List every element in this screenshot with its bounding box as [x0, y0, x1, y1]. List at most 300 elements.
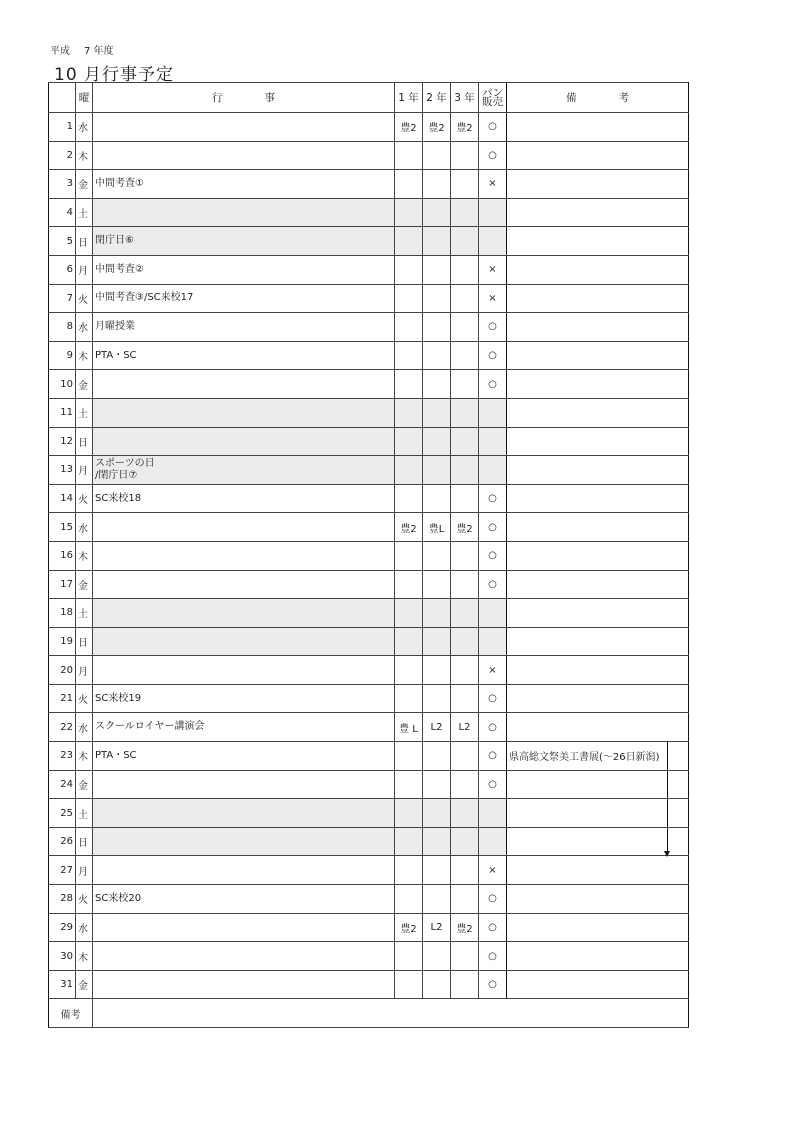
event-cell[interactable]	[93, 198, 395, 227]
day-cell: 13	[49, 456, 76, 485]
bread-cell[interactable]	[479, 627, 507, 656]
grade1-cell[interactable]	[395, 970, 423, 999]
header-grade3: 3 年	[451, 83, 479, 113]
day-cell: 27	[49, 856, 76, 885]
weekday-cell: 木	[76, 742, 93, 771]
remark-cell[interactable]	[507, 770, 689, 799]
remark-text	[507, 293, 509, 304]
remark-cell[interactable]	[507, 141, 689, 170]
grade1-cell[interactable]	[395, 456, 423, 485]
table-row	[49, 970, 689, 999]
remark-text	[507, 865, 509, 876]
grade2-cell[interactable]	[423, 170, 451, 199]
grade2-cell[interactable]	[423, 627, 451, 656]
event-cell[interactable]	[93, 856, 395, 885]
weekday-cell: 水	[76, 513, 93, 542]
grade2-cell[interactable]	[423, 398, 451, 427]
grade1-cell[interactable]	[395, 284, 423, 313]
bread-cell[interactable]: ○	[479, 942, 507, 971]
day-cell: 7	[49, 284, 76, 313]
table-row	[49, 370, 689, 399]
grade1-cell[interactable]	[395, 885, 423, 914]
grade3-cell[interactable]	[451, 770, 479, 799]
table-row	[49, 341, 689, 370]
header-bread-top: パン	[482, 86, 503, 99]
day-cell: 18	[49, 599, 76, 628]
bread-cell[interactable]: ○	[479, 484, 507, 513]
grade2-cell[interactable]	[423, 427, 451, 456]
header-youbi: 曜	[76, 83, 93, 113]
grade1-cell[interactable]: 豊2	[395, 913, 423, 942]
table-row	[49, 627, 689, 656]
grade3-cell[interactable]	[451, 427, 479, 456]
grade2-cell[interactable]	[423, 684, 451, 713]
grade3-cell[interactable]	[451, 370, 479, 399]
grade2-cell[interactable]	[423, 341, 451, 370]
bread-cell[interactable]: ○	[479, 113, 507, 142]
grade2-cell[interactable]	[423, 856, 451, 885]
event-cell[interactable]	[93, 456, 395, 485]
event-cell[interactable]	[93, 570, 395, 599]
remark-cell[interactable]	[507, 113, 689, 142]
weekday-cell: 土	[76, 799, 93, 828]
weekday-cell: 金	[76, 770, 93, 799]
event-cell[interactable]	[93, 370, 395, 399]
event-cell[interactable]: スクールロイヤー講演会	[93, 713, 395, 742]
event-cell[interactable]	[93, 141, 395, 170]
bread-cell[interactable]	[479, 427, 507, 456]
remark-cell[interactable]	[507, 856, 689, 885]
grade3-cell[interactable]	[451, 398, 479, 427]
grade1-cell[interactable]	[395, 370, 423, 399]
grade3-cell[interactable]: 豊2	[451, 513, 479, 542]
grade3-cell[interactable]	[451, 255, 479, 284]
event-line-2: /閉庁日⑦	[95, 469, 138, 481]
bread-cell[interactable]: ○	[479, 713, 507, 742]
day-cell: 14	[49, 484, 76, 513]
weekday-cell: 木	[76, 141, 93, 170]
table-row	[49, 313, 689, 342]
weekday-cell: 金	[76, 170, 93, 199]
event-cell[interactable]: PTA・SC	[93, 742, 395, 771]
grade3-cell[interactable]	[451, 599, 479, 628]
day-cell: 30	[49, 942, 76, 971]
grade3-cell[interactable]	[451, 742, 479, 771]
table-row	[49, 570, 689, 599]
grade3-cell[interactable]	[451, 799, 479, 828]
bread-cell[interactable]	[479, 398, 507, 427]
grade3-cell[interactable]	[451, 570, 479, 599]
grade1-cell[interactable]	[395, 398, 423, 427]
remark-cell[interactable]	[507, 456, 689, 485]
grade1-cell[interactable]	[395, 770, 423, 799]
event-cell[interactable]	[93, 827, 395, 856]
day-cell: 22	[49, 713, 76, 742]
remark-cell[interactable]	[507, 684, 689, 713]
remark-cell[interactable]	[507, 799, 689, 828]
day-cell: 29	[49, 913, 76, 942]
day-cell: 15	[49, 513, 76, 542]
event-cell[interactable]	[93, 513, 395, 542]
bread-cell[interactable]: ×	[479, 284, 507, 313]
remark-text	[507, 236, 509, 247]
grade2-cell[interactable]	[423, 456, 451, 485]
remark-cell[interactable]	[507, 713, 689, 742]
remark-text: 県高総文祭美工書展(～26日新潟)	[509, 752, 660, 764]
remark-text	[507, 836, 509, 847]
bread-cell[interactable]: ×	[479, 856, 507, 885]
event-cell[interactable]	[93, 627, 395, 656]
grade2-cell[interactable]: 豊L	[423, 513, 451, 542]
table-row	[49, 484, 689, 513]
weekday-cell: 土	[76, 599, 93, 628]
remark-cell[interactable]	[507, 827, 689, 856]
grade2-cell[interactable]	[423, 570, 451, 599]
bread-cell[interactable]	[479, 599, 507, 628]
remark-cell[interactable]	[507, 255, 689, 284]
header-grade1: 1 年	[395, 83, 423, 113]
remark-text	[507, 951, 509, 962]
grade1-cell[interactable]	[395, 942, 423, 971]
bread-cell[interactable]: ○	[479, 313, 507, 342]
weekday-cell: 月	[76, 656, 93, 685]
day-cell: 17	[49, 570, 76, 599]
grade1-cell[interactable]	[395, 255, 423, 284]
event-cell[interactable]	[93, 942, 395, 971]
grade1-cell[interactable]	[395, 627, 423, 656]
weekday-cell: 水	[76, 713, 93, 742]
page-title: 10 月行事予定	[54, 65, 175, 85]
bread-cell[interactable]: ×	[479, 255, 507, 284]
event-cell[interactable]	[93, 770, 395, 799]
remark-text	[507, 779, 509, 790]
day-cell: 9	[49, 341, 76, 370]
remark-text	[507, 436, 509, 447]
grade3-cell[interactable]: 豊2	[451, 113, 479, 142]
remark-text	[507, 579, 509, 590]
grade2-cell[interactable]	[423, 656, 451, 685]
bread-cell[interactable]: ○	[479, 885, 507, 914]
remark-span-arrow-line	[667, 741, 668, 855]
day-cell: 1	[49, 113, 76, 142]
grade1-cell[interactable]	[395, 856, 423, 885]
grade1-cell[interactable]: 豊 L	[395, 713, 423, 742]
bread-cell[interactable]: ○	[479, 970, 507, 999]
grade2-cell[interactable]	[423, 885, 451, 914]
table-row	[49, 742, 689, 771]
remark-cell[interactable]	[507, 627, 689, 656]
remark-cell[interactable]	[507, 398, 689, 427]
remark-text	[507, 550, 509, 561]
day-cell: 11	[49, 398, 76, 427]
grade1-cell[interactable]	[395, 799, 423, 828]
remark-text	[507, 979, 509, 990]
grade2-cell[interactable]	[423, 198, 451, 227]
bread-cell[interactable]	[479, 198, 507, 227]
grade2-cell[interactable]	[423, 970, 451, 999]
event-cell[interactable]: PTA・SC	[93, 341, 395, 370]
event-cell[interactable]: 中間考査②	[93, 255, 395, 284]
grade1-cell[interactable]: 豊2	[395, 513, 423, 542]
table-row	[49, 913, 689, 942]
table-row	[49, 170, 689, 199]
day-cell: 8	[49, 313, 76, 342]
event-cell[interactable]: 月曜授業	[93, 313, 395, 342]
grade1-cell[interactable]	[395, 684, 423, 713]
day-cell: 26	[49, 827, 76, 856]
day-cell: 2	[49, 141, 76, 170]
grade3-cell[interactable]	[451, 227, 479, 256]
bread-cell[interactable]	[479, 456, 507, 485]
table-row	[49, 255, 689, 284]
remark-cell[interactable]	[507, 284, 689, 313]
event-cell[interactable]	[93, 799, 395, 828]
header-remarks: 備 考	[507, 83, 689, 113]
table-row	[49, 141, 689, 170]
event-cell[interactable]: SC来校19	[93, 684, 395, 713]
day-cell: 20	[49, 656, 76, 685]
remark-text	[507, 665, 509, 676]
table-row	[49, 227, 689, 256]
remark-cell[interactable]	[507, 484, 689, 513]
event-cell[interactable]	[93, 541, 395, 570]
day-cell: 4	[49, 198, 76, 227]
weekday-cell: 土	[76, 198, 93, 227]
grade2-cell[interactable]	[423, 770, 451, 799]
day-cell: 31	[49, 970, 76, 999]
weekday-cell: 木	[76, 541, 93, 570]
remark-text	[507, 522, 509, 533]
bread-cell[interactable]: ○	[479, 541, 507, 570]
weekday-cell: 月	[76, 856, 93, 885]
grade1-cell[interactable]	[395, 198, 423, 227]
grade2-cell[interactable]: 豊2	[423, 113, 451, 142]
grade2-cell[interactable]	[423, 227, 451, 256]
table-row	[49, 885, 689, 914]
bread-cell[interactable]: ×	[479, 170, 507, 199]
grade3-cell[interactable]	[451, 942, 479, 971]
grade2-cell[interactable]: L2	[423, 913, 451, 942]
grade1-cell[interactable]: 豊2	[395, 113, 423, 142]
day-cell: 10	[49, 370, 76, 399]
schedule-table	[48, 82, 689, 1028]
remark-cell[interactable]	[507, 742, 689, 771]
grade3-cell[interactable]	[451, 141, 479, 170]
table-row	[49, 684, 689, 713]
remark-text	[507, 350, 509, 361]
era-name: 平成	[50, 46, 70, 57]
weekday-cell: 金	[76, 970, 93, 999]
remark-cell[interactable]	[507, 970, 689, 999]
table-row	[49, 456, 689, 485]
remark-text	[507, 464, 509, 475]
event-cell[interactable]	[93, 656, 395, 685]
bread-cell[interactable]: ○	[479, 513, 507, 542]
bread-cell[interactable]: ×	[479, 656, 507, 685]
schedule-body	[49, 113, 689, 999]
weekday-cell: 土	[76, 398, 93, 427]
bread-cell[interactable]: ○	[479, 913, 507, 942]
grade1-cell[interactable]	[395, 599, 423, 628]
bread-cell[interactable]: ○	[479, 742, 507, 771]
event-cell[interactable]	[93, 970, 395, 999]
remark-cell[interactable]	[507, 370, 689, 399]
table-row	[49, 770, 689, 799]
grade1-cell[interactable]	[395, 484, 423, 513]
header-bread-sales	[479, 83, 507, 113]
grade2-cell[interactable]	[423, 141, 451, 170]
grade1-cell[interactable]	[395, 341, 423, 370]
grade2-cell[interactable]	[423, 827, 451, 856]
event-cell[interactable]	[93, 427, 395, 456]
grade2-cell[interactable]	[423, 742, 451, 771]
bread-cell[interactable]	[479, 827, 507, 856]
grade3-cell[interactable]: 豊2	[451, 913, 479, 942]
weekday-cell: 木	[76, 942, 93, 971]
remark-text	[507, 493, 509, 504]
grade3-cell[interactable]	[451, 885, 479, 914]
grade1-cell[interactable]	[395, 427, 423, 456]
grade2-cell[interactable]	[423, 313, 451, 342]
remark-text	[507, 207, 509, 218]
grade1-cell[interactable]	[395, 742, 423, 771]
bread-cell[interactable]: ○	[479, 370, 507, 399]
table-row	[49, 198, 689, 227]
event-cell[interactable]: 閉庁日⑥	[93, 227, 395, 256]
bread-cell[interactable]: ○	[479, 141, 507, 170]
grade1-cell[interactable]	[395, 656, 423, 685]
bread-cell[interactable]: ○	[479, 684, 507, 713]
event-cell[interactable]	[93, 913, 395, 942]
weekday-cell: 日	[76, 427, 93, 456]
grade1-cell[interactable]	[395, 827, 423, 856]
table-row	[49, 799, 689, 828]
grade3-cell[interactable]: L2	[451, 713, 479, 742]
grade3-cell[interactable]	[451, 198, 479, 227]
grade2-cell[interactable]	[423, 599, 451, 628]
grade1-cell[interactable]	[395, 170, 423, 199]
grade3-cell[interactable]	[451, 970, 479, 999]
remark-cell[interactable]	[507, 885, 689, 914]
remark-cell[interactable]	[507, 198, 689, 227]
event-cell[interactable]: 中間考査①	[93, 170, 395, 199]
grade2-cell[interactable]	[423, 284, 451, 313]
arrow-down-icon	[664, 851, 670, 857]
day-cell: 6	[49, 255, 76, 284]
day-cell: 5	[49, 227, 76, 256]
remark-cell[interactable]	[507, 913, 689, 942]
grade3-cell[interactable]	[451, 341, 479, 370]
weekday-cell: 日	[76, 627, 93, 656]
table-row	[49, 541, 689, 570]
grade2-cell[interactable]	[423, 799, 451, 828]
table-row	[49, 113, 689, 142]
notes-label: 備考	[49, 999, 93, 1028]
bread-cell[interactable]: ○	[479, 341, 507, 370]
remark-cell[interactable]	[507, 341, 689, 370]
day-cell: 28	[49, 885, 76, 914]
grade1-cell[interactable]	[395, 570, 423, 599]
grade1-cell[interactable]	[395, 227, 423, 256]
event-cell[interactable]	[93, 113, 395, 142]
grade3-cell[interactable]	[451, 856, 479, 885]
grade2-cell[interactable]	[423, 484, 451, 513]
remark-cell[interactable]	[507, 227, 689, 256]
grade1-cell[interactable]	[395, 141, 423, 170]
bread-cell[interactable]	[479, 799, 507, 828]
remark-cell[interactable]	[507, 541, 689, 570]
day-cell: 19	[49, 627, 76, 656]
grade3-cell[interactable]	[451, 284, 479, 313]
table-row	[49, 513, 689, 542]
header-event: 行 事	[93, 83, 395, 113]
fiscal-year-label	[50, 42, 114, 57]
grade3-cell[interactable]	[451, 541, 479, 570]
remark-text	[507, 636, 509, 647]
remark-cell[interactable]	[507, 313, 689, 342]
year-number: 7 年度	[84, 46, 114, 57]
grade3-cell[interactable]	[451, 684, 479, 713]
grade2-cell[interactable]	[423, 370, 451, 399]
weekday-cell: 水	[76, 113, 93, 142]
grade2-cell[interactable]	[423, 541, 451, 570]
bread-cell[interactable]	[479, 227, 507, 256]
bread-cell[interactable]: ○	[479, 570, 507, 599]
weekday-cell: 日	[76, 827, 93, 856]
event-cell[interactable]: SC来校20	[93, 885, 395, 914]
day-cell: 12	[49, 427, 76, 456]
table-row	[49, 398, 689, 427]
bread-cell[interactable]: ○	[479, 770, 507, 799]
grade1-cell[interactable]	[395, 313, 423, 342]
grade1-cell[interactable]	[395, 541, 423, 570]
remark-cell[interactable]	[507, 942, 689, 971]
grade3-cell[interactable]	[451, 656, 479, 685]
weekday-cell: 火	[76, 684, 93, 713]
grade3-cell[interactable]	[451, 170, 479, 199]
remark-cell[interactable]	[507, 570, 689, 599]
event-cell[interactable]: SC来校18	[93, 484, 395, 513]
event-cell[interactable]: 中間考査③/SC来校17	[93, 284, 395, 313]
remark-cell[interactable]	[507, 599, 689, 628]
table-row	[49, 713, 689, 742]
grade3-cell[interactable]	[451, 456, 479, 485]
day-cell: 3	[49, 170, 76, 199]
table-row	[49, 427, 689, 456]
remark-cell[interactable]	[507, 170, 689, 199]
header-bread-bottom: 販売	[482, 95, 503, 108]
grade3-cell[interactable]	[451, 313, 479, 342]
weekday-cell: 月	[76, 255, 93, 284]
grade3-cell[interactable]	[451, 484, 479, 513]
grade2-cell[interactable]: L2	[423, 713, 451, 742]
remark-cell[interactable]	[507, 656, 689, 685]
weekday-cell: 火	[76, 484, 93, 513]
header-grade2: 2 年	[423, 83, 451, 113]
grade2-cell[interactable]	[423, 255, 451, 284]
remark-cell[interactable]	[507, 427, 689, 456]
remark-cell[interactable]	[507, 513, 689, 542]
event-cell[interactable]	[93, 398, 395, 427]
grade2-cell[interactable]	[423, 942, 451, 971]
remark-text	[507, 922, 509, 933]
header-row	[49, 83, 689, 113]
notes-area[interactable]	[93, 999, 689, 1028]
table-row	[49, 656, 689, 685]
event-cell[interactable]	[93, 599, 395, 628]
grade3-cell[interactable]	[451, 827, 479, 856]
grade3-cell[interactable]	[451, 627, 479, 656]
